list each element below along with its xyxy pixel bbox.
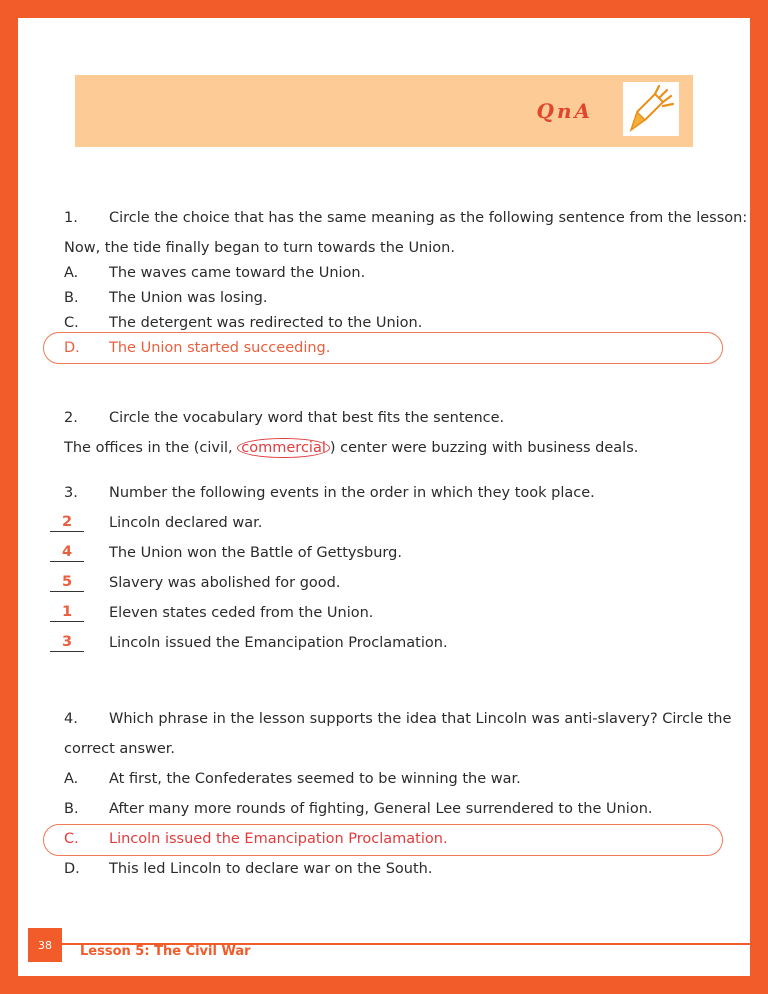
- option-letter: D.: [64, 861, 80, 877]
- option-text: Lincoln issued the Emancipation Proclamation.: [109, 831, 448, 847]
- event-text: Lincoln declared war.: [109, 515, 263, 531]
- option-text: At first, the Confederates seemed to be winning the war.: [109, 771, 521, 787]
- event-text: The Union won the Battle of Gettysburg.: [109, 545, 402, 561]
- option-letter: C.: [64, 831, 79, 847]
- option-letter: C.: [64, 315, 79, 331]
- worksheet-page: [18, 18, 750, 976]
- qna-banner: [75, 75, 693, 147]
- q4-prompt-line-2: [64, 739, 175, 759]
- q1-sentence: [64, 238, 455, 258]
- option-text: The detergent was redirected to the Union.: [109, 315, 423, 331]
- q4-number: 4.: [64, 711, 78, 727]
- event-text: Lincoln issued the Emancipation Proclamation.: [109, 635, 448, 651]
- order-blank: 2: [50, 513, 84, 532]
- q2-sentence: [64, 438, 638, 458]
- q3-prompt: Number the following events in the order in which they took place.: [109, 485, 595, 501]
- page-number: 38: [28, 928, 62, 962]
- q1-sentence-text: Now, the tide finally began to turn towards the Union.: [64, 240, 455, 256]
- order-blank: 4: [50, 543, 84, 562]
- footer-lesson: [80, 944, 251, 959]
- q4-prompt-continued: correct answer.: [64, 741, 176, 757]
- option-text: This led Lincoln to declare war on the South.: [109, 861, 433, 877]
- option-letter: B.: [64, 801, 79, 817]
- pencil-hand-icon: [623, 82, 679, 136]
- option-text: After many more rounds of fighting, General Lee surrendered to the Union.: [109, 801, 653, 817]
- option-text: The waves came toward the Union.: [109, 265, 366, 281]
- lesson-label: Lesson 5:: [80, 944, 150, 959]
- q1-prompt: Circle the choice that has the same meaning as the following sentence from the lesson:: [109, 210, 748, 226]
- option-letter: A.: [64, 771, 79, 787]
- q2-sentence-before: The offices in the (civil,: [64, 440, 238, 456]
- option-text: The Union started succeeding.: [109, 340, 331, 356]
- circled-word: commercial: [237, 438, 330, 458]
- q2-number: 2.: [64, 410, 78, 426]
- order-blank: 5: [50, 573, 84, 592]
- event-text: Slavery was abolished for good.: [109, 575, 341, 591]
- lesson-title: The Civil War: [154, 944, 251, 959]
- order-blank: 3: [50, 633, 84, 652]
- q1-number: 1.: [64, 210, 78, 226]
- option-letter: B.: [64, 290, 79, 306]
- option-text: The Union was losing.: [109, 290, 268, 306]
- banner-title: QnA: [536, 99, 593, 123]
- option-letter: D.: [64, 340, 80, 356]
- option-letter: A.: [64, 265, 79, 281]
- event-text: Eleven states ceded from the Union.: [109, 605, 374, 621]
- q3-number: 3.: [64, 485, 78, 501]
- order-blank: 1: [50, 603, 84, 622]
- q4-prompt: Which phrase in the lesson supports the idea that Lincoln was anti-slavery? Circle the: [109, 711, 732, 727]
- q2-prompt: Circle the vocabulary word that best fits the sentence.: [109, 410, 505, 426]
- q2-sentence-after: ) center were buzzing with business deals.: [329, 440, 639, 456]
